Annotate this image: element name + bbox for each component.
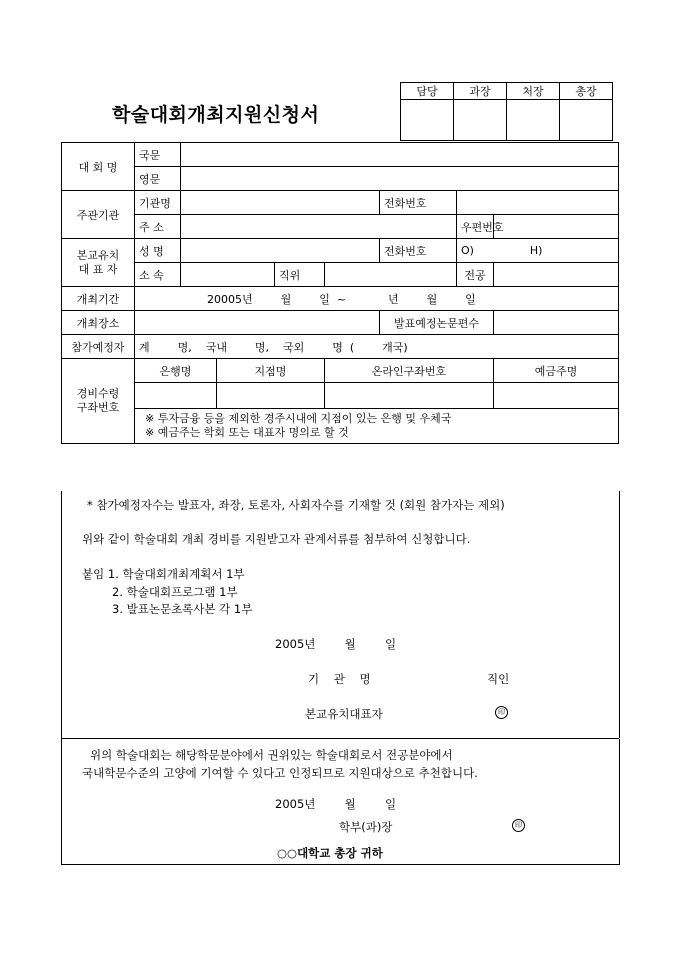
approval-sign-manager[interactable] <box>454 100 507 141</box>
english-label: 영문 <box>135 167 181 191</box>
approval-header-staff: 담당 <box>401 83 454 100</box>
rep-seal[interactable] <box>495 705 508 719</box>
bank-name-field[interactable] <box>135 383 217 409</box>
bank-label-line-1: 경비수령 <box>76 387 120 400</box>
footnote: * 참가예정자수는 발표자, 좌장, 토론자, 사회자수를 기재할 것 (회원 참가자는 제외) <box>87 498 505 512</box>
dean-seal[interactable] <box>512 818 525 832</box>
holder-field[interactable] <box>494 383 619 409</box>
major-field[interactable] <box>494 263 619 287</box>
online-account-field[interactable] <box>325 383 494 409</box>
recommend-line-2: 국내학문수준의 고양에 기여할 수 있다고 인정되므로 지원대상으로 추천합니다. <box>82 766 478 780</box>
participants-field[interactable]: 계 명, 국내 명, 국외 명 ( 개국) <box>135 335 619 359</box>
attachment-3: 3. 발표논문초록사본 각 1부 <box>112 602 253 616</box>
rep-phone-field[interactable]: O) H) <box>457 239 619 263</box>
postal-label: 우편번호 <box>457 215 494 239</box>
approval-sign-director[interactable] <box>507 100 560 141</box>
holder-label: 예금주명 <box>494 359 619 383</box>
dean-label: 학부(과)장 <box>339 820 393 834</box>
approval-box <box>400 82 613 141</box>
org-name-line: 기 관 명 <box>308 672 371 686</box>
position-label: 직위 <box>275 263 325 287</box>
papers-field[interactable] <box>494 311 619 335</box>
dean-seal-icon: 印 <box>512 819 525 832</box>
address-label: 주 소 <box>135 215 181 239</box>
period-label: 개최기간 <box>62 287 135 311</box>
bank-label <box>62 359 135 444</box>
bank-notes <box>135 409 619 444</box>
org-name-label: 기관명 <box>135 191 181 215</box>
venue-label: 개최장소 <box>62 311 135 335</box>
recommendation-section <box>61 739 620 865</box>
venue-field[interactable] <box>135 311 380 335</box>
host-label: 주관기관 <box>62 191 135 239</box>
document-title: 학술대회개최지원신청서 <box>112 104 320 126</box>
rep-seal-icon: 印 <box>495 706 508 719</box>
org-name-field[interactable] <box>181 191 380 215</box>
branch-field[interactable] <box>217 383 325 409</box>
application-date[interactable]: 2005년 월 일 <box>275 637 397 651</box>
address-field[interactable] <box>181 215 457 239</box>
recommend-date[interactable]: 2005년 월 일 <box>275 797 397 811</box>
recommend-line-1: 위의 학술대회는 해당학문분야에서 권위있는 학술대회로서 전공분야에서 <box>90 748 453 762</box>
postal-field[interactable] <box>494 215 619 239</box>
korean-name-field[interactable] <box>181 143 619 167</box>
attachment-2: 2. 학술대회프로그램 1부 <box>112 585 238 599</box>
participants-label: 참가예정자 <box>62 335 135 359</box>
declaration-section <box>61 491 620 738</box>
rep-phone-label: 전화번호 <box>380 239 457 263</box>
approval-sign-staff[interactable] <box>401 100 454 141</box>
bank-name-label: 은행명 <box>135 359 217 383</box>
period-field[interactable]: 20005년 월 일 ~ 년 월 일 <box>135 287 619 311</box>
affil-field[interactable] <box>181 263 275 287</box>
org-phone-label: 전화번호 <box>380 191 457 215</box>
rep-label <box>62 239 135 287</box>
rep-signature-label: 본교유치대표자 <box>305 707 383 721</box>
affil-label: 소 속 <box>135 263 181 287</box>
conf-name-label: 대 회 명 <box>62 143 135 191</box>
addressee: ○○대학교 총장 귀하 <box>277 846 383 860</box>
approval-header-manager: 과장 <box>454 83 507 100</box>
application-form <box>61 142 619 444</box>
papers-label: 발표예정논문편수 <box>380 311 494 335</box>
branch-label: 지점명 <box>217 359 325 383</box>
bank-note-2: ※ 예금주는 학회 또는 대표자 명의로 할 것 <box>145 426 349 439</box>
major-label: 전공 <box>457 263 494 287</box>
english-name-field[interactable] <box>181 167 619 191</box>
position-field[interactable] <box>325 263 457 287</box>
rep-name-label: 성 명 <box>135 239 181 263</box>
request-text: 위와 같이 학술대회 개최 경비를 지원받고자 관계서류를 첨부하여 신청합니다. <box>82 532 471 546</box>
korean-label: 국문 <box>135 143 181 167</box>
approval-header-president: 총장 <box>560 83 613 100</box>
online-account-label: 온라인구좌번호 <box>325 359 494 383</box>
org-phone-field[interactable] <box>457 191 619 215</box>
rep-label-line-2: 대 표 자 <box>78 262 118 276</box>
bank-note-1: ※ 투자금융 등을 제외한 경주시내에 지점이 있는 은행 및 우체국 <box>145 412 452 425</box>
approval-sign-president[interactable] <box>560 100 613 141</box>
approval-header-director: 처장 <box>507 83 560 100</box>
attachment-1: 붙임 1. 학술대회개최계획서 1부 <box>82 567 245 581</box>
rep-name-field[interactable] <box>181 239 380 263</box>
official-seal-label: 직인 <box>487 672 510 686</box>
rep-label-line-1: 본교유치 <box>76 248 120 262</box>
bank-label-line-2: 구좌번호 <box>76 401 120 414</box>
